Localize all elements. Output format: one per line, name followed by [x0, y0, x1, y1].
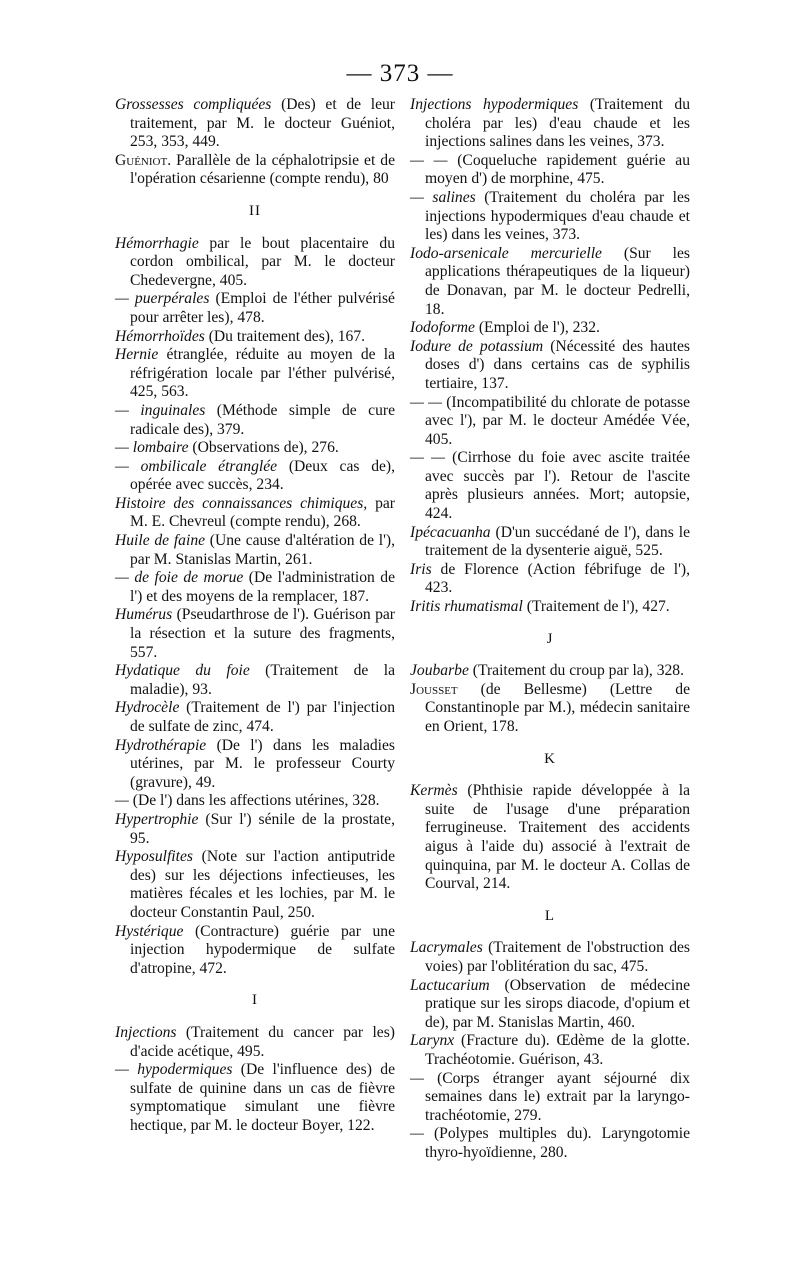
index-description: (De l') dans les maladies utérines, par M. le professeur Courty (gravure), 49. [130, 736, 395, 791]
index-term: Jousset [410, 680, 458, 698]
index-description: (Coqueluche rapidement guérie au moyen d') de morphine, 475. [425, 151, 690, 188]
index-term: Hémorrhagie [115, 234, 199, 252]
index-term: Joubarbe [410, 662, 469, 680]
index-description: (Sur les applications thérapeutiques de la liqueur) de Donavan, par M. le docteur Pedrelli, 18. [425, 244, 690, 318]
index-description: (Méthode simple de cure radicale des), 379. [130, 401, 395, 438]
index-entry [410, 939, 690, 976]
index-entry [115, 699, 395, 736]
index-entry [115, 662, 395, 699]
index-entry [115, 96, 395, 152]
index-term: Iritis rhumatismal [410, 598, 523, 616]
index-term: — [115, 792, 129, 810]
index-entry [115, 606, 395, 662]
index-description: (Traitement de l'), 427. [522, 598, 670, 616]
index-term: — de foie de morue [115, 569, 244, 587]
index-term: Histoire des connaissances chimiques, [115, 494, 368, 512]
index-term: Iris [410, 560, 432, 578]
left-column [115, 96, 395, 1135]
index-term: — hypodermiques [115, 1061, 233, 1079]
index-description: (Des) et de leur traitement, par M. le docteur Guéniot, 253, 353, 449. [130, 96, 395, 151]
index-entry [115, 495, 395, 532]
index-description: (Du traitement des), 167. [204, 327, 366, 345]
index-term: Kermès [410, 782, 458, 800]
index-entry [115, 458, 395, 495]
index-entry [115, 737, 395, 793]
entries-group-g [115, 96, 395, 189]
index-description: (Observation de médecine pratique sur les sirops diacode, d'opium et de), par M. Stanislas Martin, 460. [425, 976, 690, 1031]
index-term: Iodo-arsenicale mercurielle [410, 244, 602, 262]
index-term: Ipécacuanha [410, 523, 491, 541]
index-description: (Emploi de l'), 232. [474, 319, 600, 337]
index-term: Grossesses compliquées [115, 96, 272, 113]
index-description: (Deux cas de), opérée avec succès, 234. [130, 457, 396, 494]
index-description: (Pseudarthrose de l'). Guérison par la résection et la suture des fragments, 557. [130, 606, 395, 661]
index-term: Hydrocèle [115, 699, 180, 717]
index-term: Hypertrophie [115, 810, 199, 828]
index-term: Iodoforme [410, 319, 475, 337]
index-entry [115, 1024, 395, 1061]
index-description: (Traitement du choléra par les injections hypodermiques d'eau chaude et les) dans les veines, 373. [425, 188, 690, 244]
section-heading-l: L [544, 907, 556, 924]
index-entry [410, 96, 690, 152]
index-entry [410, 977, 690, 1033]
index-entry [115, 346, 395, 402]
index-term: Hémorrhoïdes [115, 327, 205, 345]
index-term: — — [410, 151, 448, 169]
index-entry [410, 319, 690, 338]
entries-group-l [410, 939, 690, 1162]
index-description: étranglée, réduite au moyen de la réfrigération locale par l'éther pulvérisé, 425, 563. [130, 346, 395, 401]
index-description: (De l'influence des) de sulfate de quinine dans un cas de fièvre symptomatique simulant une fièvre hectique, par M. le docteur Boyer, 122. [130, 1061, 395, 1134]
section-heading-j: J [546, 630, 554, 647]
index-description: par le bout placentaire du cordon ombilical, par M. le docteur Chedevergne, 405. [130, 234, 395, 289]
index-term: Larynx [410, 1032, 455, 1050]
index-description: (Corps étranger ayant séjourné dix semaines dans le) extrait par la laryngo-trachéotomie, 279. [423, 1069, 690, 1124]
index-entry [115, 811, 395, 848]
index-description: (Polypes multiples du). Laryngotomie thyro-hyoïdienne, 280. [423, 1125, 690, 1161]
index-entry [410, 189, 690, 245]
section-heading-k: K [544, 750, 556, 767]
index-description: (Phthisie rapide développée à la suite de l'usage d'une préparation ferrugineuse. Traitement des accidents aigus à l'aide du) associé à l'extrait de quinquina, par M. le docteur A. Collas de Courval, 214. [425, 782, 690, 893]
entries-group-k [410, 782, 690, 894]
index-term: — [410, 1125, 424, 1143]
index-entry [115, 848, 395, 922]
index-description: (Fracture du). Œdème de la glotte. Trachéotomie. Guérison, 43. [425, 1032, 690, 1068]
index-description: (Sur l') sénile de la prostate, 95. [130, 810, 395, 847]
entries-group-j [410, 662, 690, 736]
index-description: (Observations de), 276. [188, 439, 339, 457]
index-description: . Parallèle de la céphalotripsie et de l'opération césarienne (compte rendu), 80 [130, 151, 395, 188]
index-description: de Florence (Action fébrifuge de l'), 423. [425, 560, 690, 597]
index-description: (Traitement de l') par l'injection de sulfate de zinc, 474. [130, 699, 395, 735]
index-term: — [410, 1069, 424, 1087]
index-description: (De l'administration de l') et des moyens de la remplacer, 187. [130, 569, 396, 605]
section-heading-i: I [252, 992, 258, 1009]
index-description: (Traitement du cancer par les) d'acide acétique, 495. [130, 1023, 395, 1060]
index-term: Lacrymales [410, 939, 483, 957]
index-description: (Emploi de l'éther pulvérisé pour arrêter les), 478. [130, 290, 395, 326]
index-entry [115, 1061, 395, 1135]
index-entry [115, 402, 395, 439]
index-description: (Traitement du croup par la), 328. [468, 662, 684, 680]
index-entry [410, 1032, 690, 1069]
index-entry [410, 338, 690, 394]
index-term: Hernie [115, 346, 159, 364]
index-description: (Une cause d'altération de l'), par M. Stanislas Martin, 261. [130, 532, 395, 568]
index-description: par M. E. Chevreul (compte rendu), 268. [130, 494, 396, 531]
index-description: (Traitement de l'obstruction des voies) par l'oblitération du sac, 475. [425, 939, 690, 975]
index-description: (Traitement de la maladie), 93. [130, 662, 395, 698]
index-term: Humérus [115, 606, 173, 624]
index-description: (Cirrhose du foie avec ascite traitée avec succès par l'). Retour de l'ascite après plusieurs années. Mort; autopsie, 424. [425, 449, 690, 523]
index-description: (Traitement du choléra par les) d'eau chaude et les injections salines dans les veines, 373. [425, 96, 690, 151]
index-entry [410, 662, 690, 681]
index-term: Guéniot [115, 151, 168, 169]
index-entry [115, 532, 395, 569]
page-number: — 373 — [346, 60, 454, 87]
index-entry [410, 681, 690, 737]
index-term: Hystérique [115, 922, 184, 940]
index-entry [115, 923, 395, 979]
index-entry [410, 394, 690, 450]
index-term: — inguinales [115, 401, 206, 419]
index-term: — lombaire [115, 439, 189, 457]
index-entry [410, 1125, 690, 1162]
index-entry [410, 152, 690, 189]
index-entry [410, 561, 690, 598]
index-term: — — [410, 393, 442, 411]
index-term: — — [410, 449, 445, 467]
index-entry [115, 569, 395, 606]
index-term: — puerpérales [115, 290, 210, 308]
index-entry [115, 290, 395, 327]
index-term: — ombilicale étranglée [115, 457, 278, 475]
entries-group-h [115, 235, 395, 979]
index-description: (D'un succédané de l'), dans le traitement de la dysenterie aiguë, 525. [425, 523, 690, 560]
index-term: Injections [115, 1023, 177, 1041]
index-entry [410, 524, 690, 561]
index-term: — salines [410, 188, 476, 206]
index-term: Injections hypodermiques [410, 96, 579, 113]
index-entry [410, 245, 690, 319]
index-entry [115, 792, 395, 811]
index-term: Iodure de potassium [410, 337, 544, 355]
index-entry [410, 782, 690, 894]
index-description: (Contracture) guérie par une injection hypodermique de sulfate d'atropine, 472. [130, 922, 395, 977]
entries-group-i-right [410, 96, 690, 617]
right-column [410, 96, 690, 1162]
index-entry [410, 1070, 690, 1126]
entries-group-i-left [115, 1024, 395, 1136]
index-description: (Nécessité des hautes doses d') dans certains cas de syphilis tertiaire, 137. [425, 337, 690, 392]
index-description: (Note sur l'action antiputride des) sur les déjections infectieuses, les matières fécales et les lochies, par M. le docteur Constantin Paul, 250. [130, 848, 395, 921]
index-description: (De l') dans les affections utérines, 328. [128, 792, 380, 810]
index-entry [115, 328, 395, 347]
index-term: Hydatique du foie [115, 662, 250, 680]
index-entry [115, 152, 395, 189]
index-description: (de Bellesme) (Lettre de Constantinople par M.), médecin sanitaire en Orient, 178. [425, 680, 690, 735]
index-term: Hyposulfites [115, 848, 193, 866]
index-entry [410, 598, 690, 617]
index-term: Hydrothérapie [115, 736, 207, 754]
index-description: (Incompatibilité du chlorate de potasse avec l'), par M. le docteur Amédée Vée, 405. [425, 393, 690, 448]
index-entry [410, 449, 690, 523]
section-heading-h: II [249, 202, 261, 219]
index-term: Huile de faine [115, 532, 206, 550]
index-entry [115, 235, 395, 291]
index-entry [115, 439, 395, 458]
index-term: Lactucarium [410, 976, 490, 994]
